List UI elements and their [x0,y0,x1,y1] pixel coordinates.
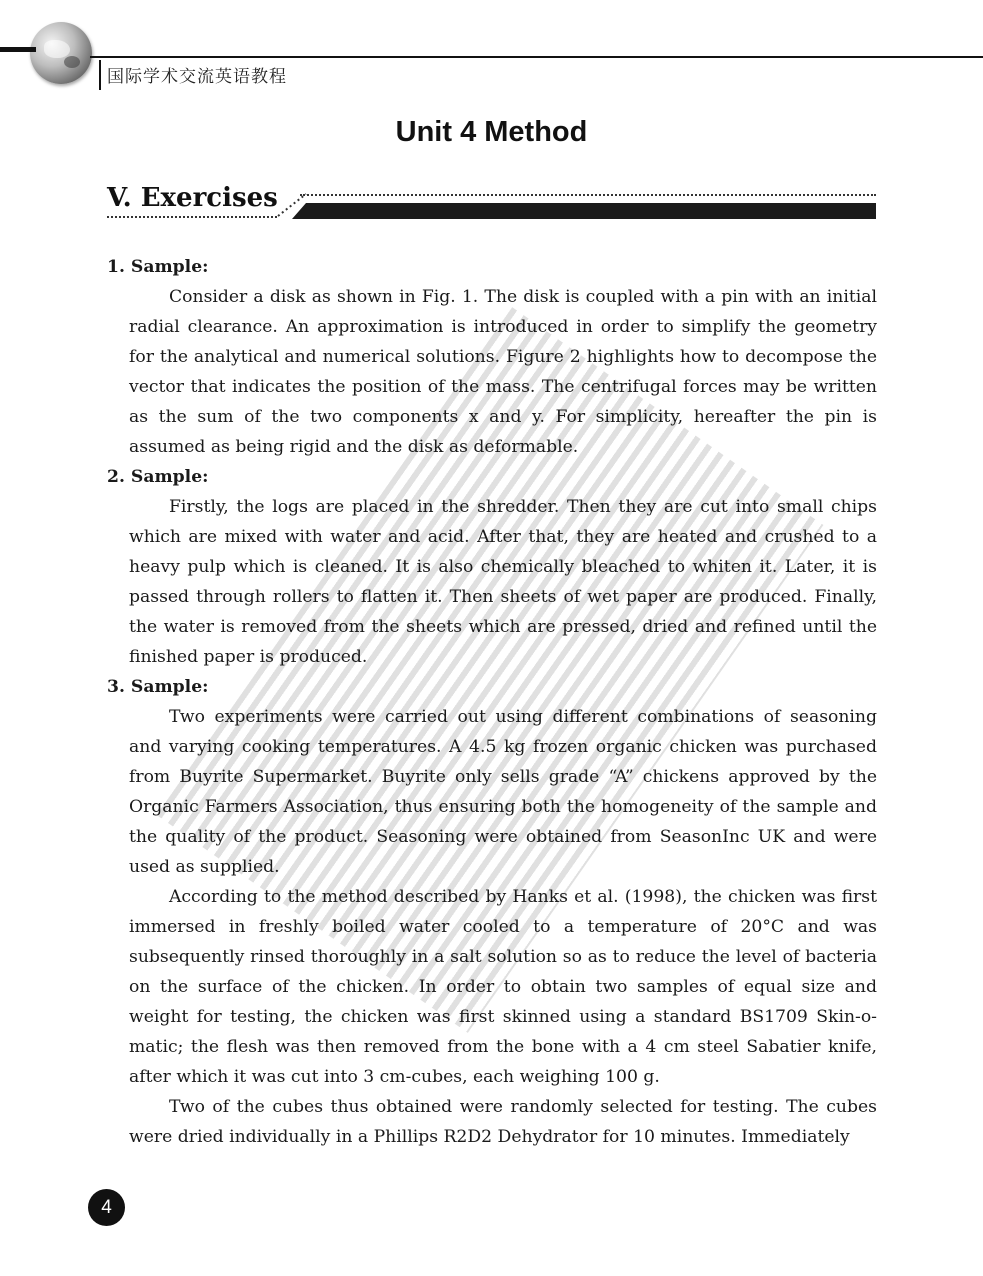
sample-heading: 2. Sample: [107,467,209,487]
section-banner-bar [292,203,876,219]
section-title: V. Exercises [107,183,278,213]
unit-title: Unit 4 Method [395,116,588,148]
sample-paragraph: Two of the cubes thus obtained were randomly selected for testing. The cubes were dried individually in a Phillips R2D2 Dehydrator for 10 minutes. Immediately [129,1097,877,1147]
page-number: 4 [88,1189,125,1226]
header-divider [99,60,101,90]
section-dotted-rule [300,194,876,196]
globe-logo-icon [30,22,92,84]
sample-paragraph: Two experiments were carried out using different combinations of seasoning and varying cooking temperatures. A 4.5 kg frozen organic chicken was purchased from Buyrite Supermarket. Buyrite only sells grade “A” chickens approved by the Organic Farmers Association, thus ensuring both the homogeneity of the sample and the quality of the product. Seasoning were obtained from SeasonInc UK and were used as supplied. [129,707,877,877]
sample-paragraph: According to the method described by Hanks et al. (1998), the chicken was first immersed in freshly boiled water cooled to a temperature of 20°C and was subsequently rinsed thoroughly in a salt solution so as to reduce the level of bacteria on the surface of the chicken. In order to obtain two samples of equal size and weight for testing, the chicken was first skinned using a standard BS1709 Skin-o-matic; the flesh was then removed from the bone with a 4 cm steel Sabatier knife, after which it was cut into 3 cm-cubes, each weighing 100 g. [129,887,877,1087]
sample-heading: 3. Sample: [107,677,209,697]
header-rule-left [0,47,36,52]
sample-paragraph: Consider a disk as shown in Fig. 1. The disk is coupled with a pin with an initial radial clearance. An approximation is introduced in order to simplify the geometry for the analytical and numerical solutions. Figure 2 highlights how to decompose the vector that indicates the position of the mass. The centrifugal forces may be written as the sum of the two components x and y. For simplicity, hereafter the pin is assumed as being rigid and the disk as deformable. [129,287,877,457]
header-rule [90,56,983,58]
sample-paragraph: Firstly, the logs are placed in the shredder. Then they are cut into small chips which are mixed with water and acid. After that, they are heated and crushed to a heavy pulp which is cleaned. It is also chemically bleached to whiten it. Later, it is passed through rollers to flatten it. Then sheets of wet paper are produced. Finally, the water is removed from the sheets which are pressed, dried and refined until the finished paper is produced. [129,497,877,667]
sample-heading: 1. Sample: [107,257,209,277]
section-title-underline [107,216,277,218]
exercise-content [107,252,877,1152]
book-title: 国际学术交流英语教程 [107,67,287,87]
